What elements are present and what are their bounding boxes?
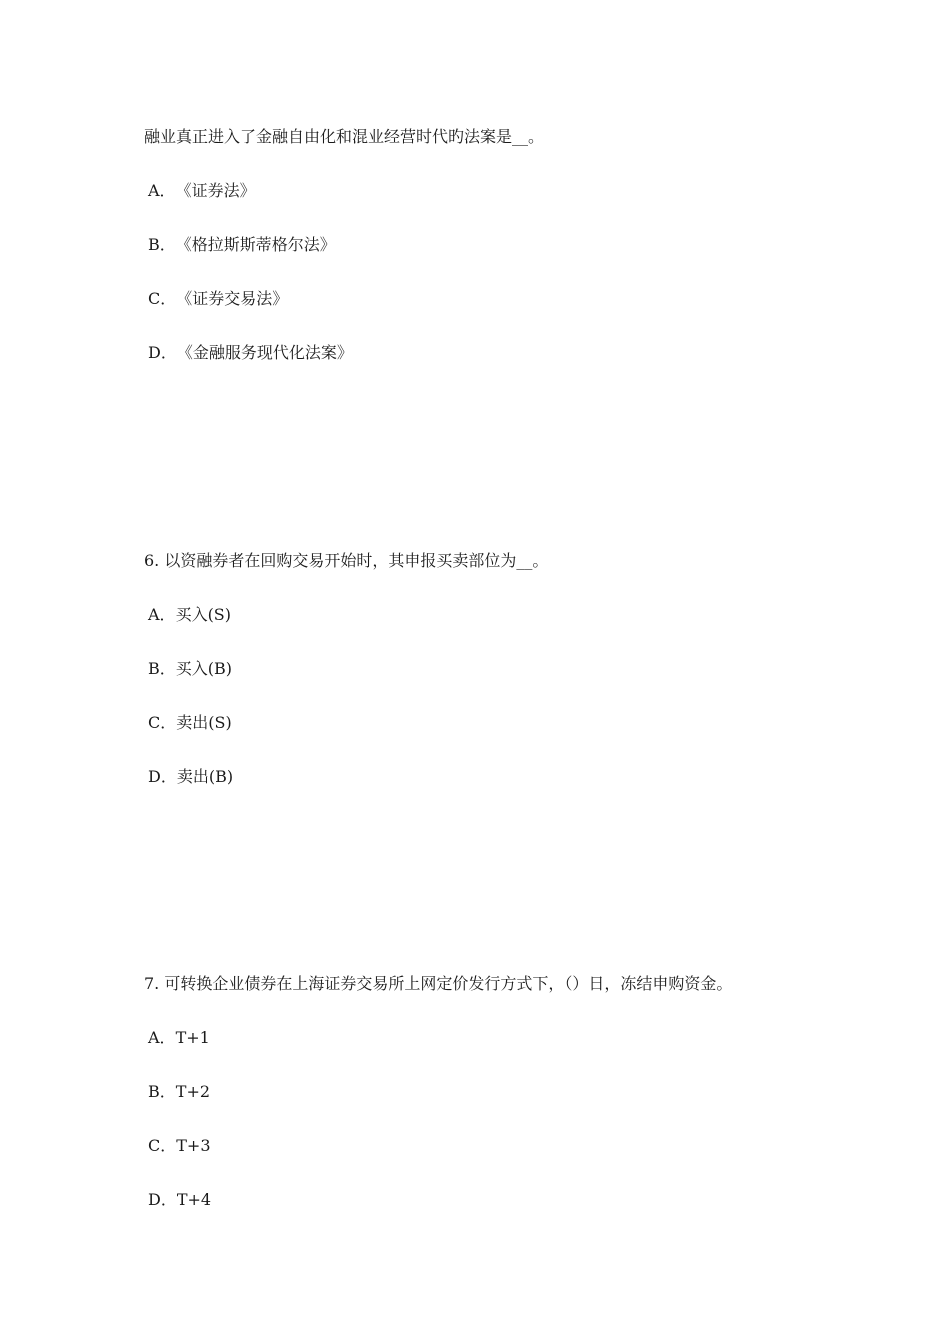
option-letter: A． — [148, 181, 176, 200]
option-list — [144, 178, 844, 366]
option-c — [144, 710, 844, 736]
question-stem: 融业真正进入了金融自由化和混业经营时代旳法案是__。 — [144, 127, 545, 146]
option-c — [144, 286, 844, 312]
option-text: 《证券交易法》 — [176, 289, 289, 308]
option-d — [144, 1187, 844, 1213]
question-stem: 6. 以资融券者在回购交易开始时，其申报买卖部位为__。 — [144, 551, 549, 570]
option-b — [144, 1079, 844, 1105]
option-b — [144, 232, 844, 258]
option-d — [144, 764, 844, 790]
option-text: T+3 — [176, 1136, 211, 1155]
option-letter: C． — [148, 713, 177, 732]
option-a — [144, 602, 844, 628]
option-text: T+1 — [175, 1028, 210, 1047]
option-d — [144, 340, 844, 366]
option-text: 《证券法》 — [175, 181, 256, 200]
option-text: 卖出(B) — [176, 767, 234, 786]
option-text: 卖出(S) — [176, 713, 232, 732]
option-letter: C． — [148, 1136, 177, 1155]
option-text: 《格拉斯斯蒂格尔法》 — [175, 235, 336, 254]
option-letter: C． — [148, 289, 177, 308]
question-stem: 7. 可转换企业债券在上海证券交易所上网定价发行方式下，（）日，冻结申购资金。 — [144, 974, 733, 993]
option-list — [144, 602, 844, 790]
option-letter: A． — [148, 1028, 176, 1047]
option-text: 买入(B) — [175, 659, 233, 678]
option-text: T+4 — [176, 1190, 212, 1209]
question-block — [144, 548, 844, 790]
option-list — [144, 1025, 844, 1213]
option-letter: A． — [148, 605, 176, 624]
option-letter: B． — [148, 659, 176, 678]
option-c — [144, 1133, 844, 1159]
option-text: 《金融服务现代化法案》 — [176, 343, 353, 362]
option-letter: D． — [148, 767, 177, 786]
question-block — [144, 124, 844, 366]
option-a — [144, 1025, 844, 1051]
option-letter: D． — [148, 343, 177, 362]
option-a — [144, 178, 844, 204]
option-letter: B． — [148, 1082, 176, 1101]
option-letter: D． — [148, 1190, 177, 1209]
option-letter: B． — [148, 235, 176, 254]
option-text: T+2 — [175, 1082, 211, 1101]
question-block — [144, 971, 844, 1213]
option-b — [144, 656, 844, 682]
option-text: 买入(S) — [175, 605, 232, 624]
